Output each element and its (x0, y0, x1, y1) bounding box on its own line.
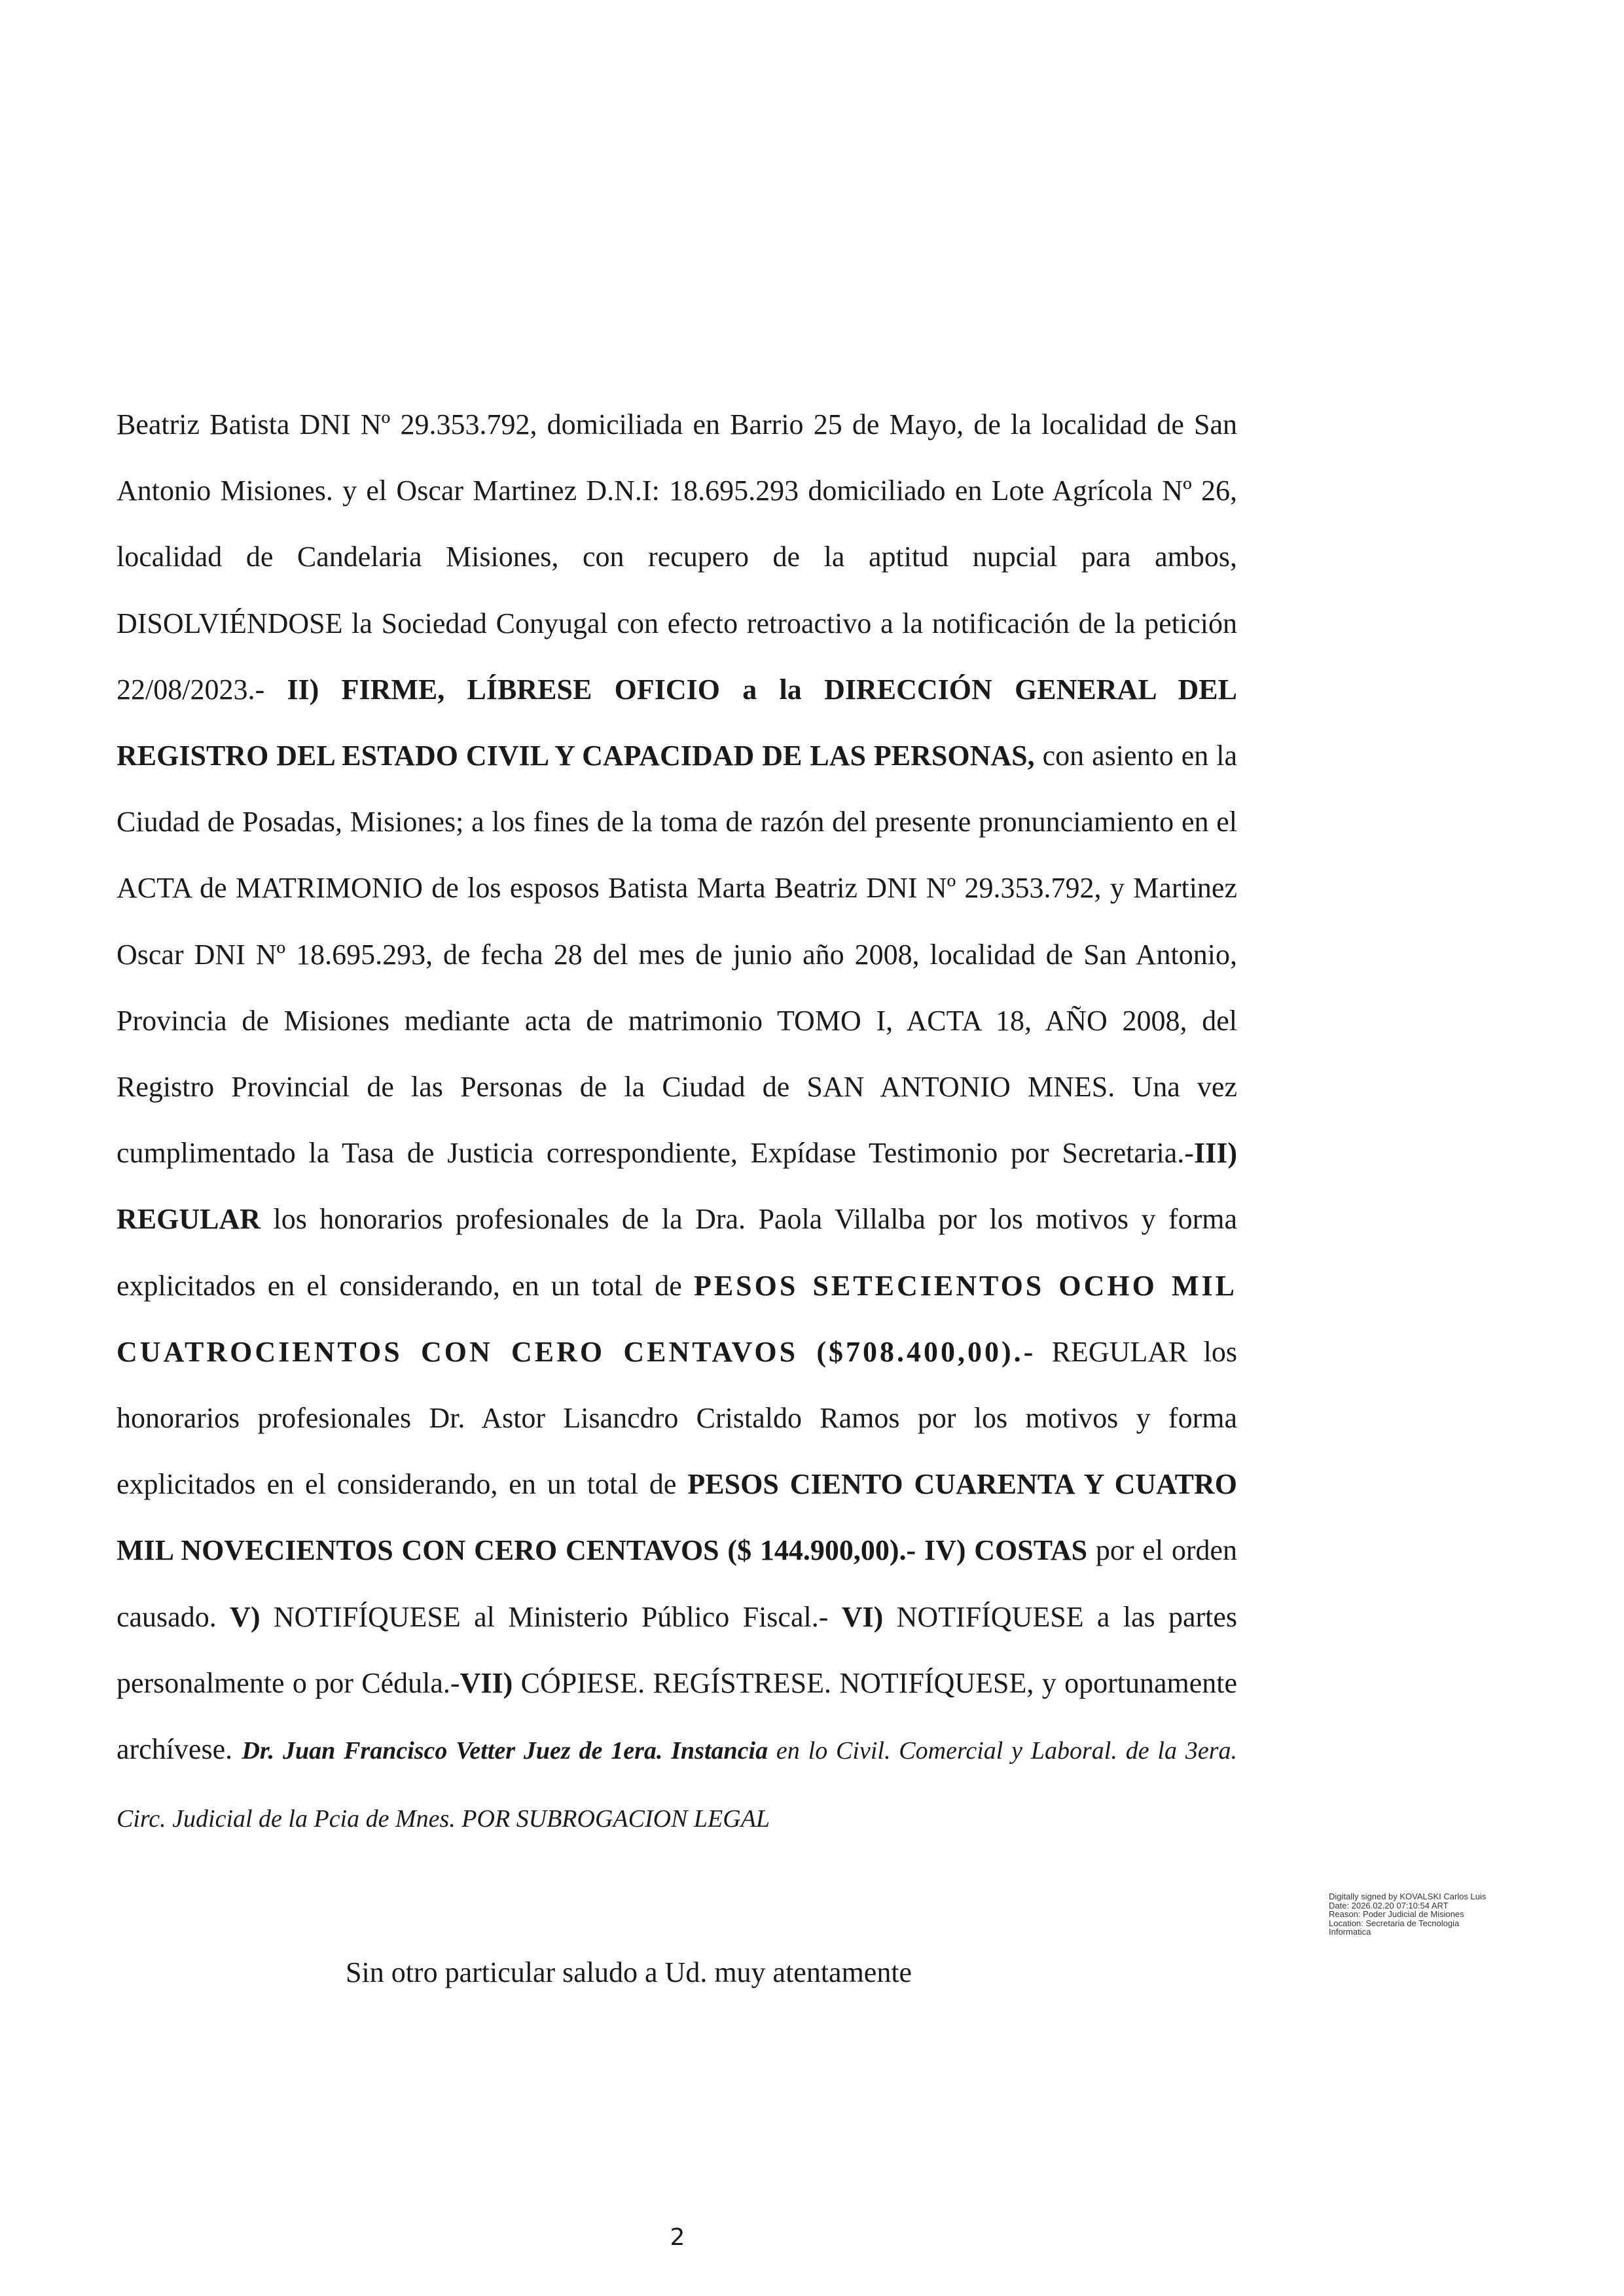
text-segment: con asiento en la Ciudad de Posadas, Misiones; a los fines de la toma de razón del presente pronunciamiento en el ACTA de MATRIMONIO de los esposos Batista Marta Beatriz DNI Nº 29.353.792, y Martinez Oscar DNI Nº 18.695.293, de fecha 28 del mes de junio año 2008, localidad de San Antonio, Provincia de Misiones mediante acta de matrimonio TOMO I, ACTA 18, AÑO 2008, del Registro Provincial de las Personas de la Ciudad de SAN ANTONIO MNES. Una vez cumplimentado la Tasa de Justicia correspondiente, Expídase Testimonio por Secretaria.- (117, 740, 1237, 1170)
bold-segment: PESOS CIENTO CUARENTA Y CUATRO MIL NOVECIENTOS CON CERO CENTAVOS ($ 144.900,00).- IV) COSTAS (117, 1468, 1237, 1567)
text-segment: NOTIFÍQUESE al Ministerio Público Fiscal.- (260, 1600, 842, 1633)
bold-segment: III) REGULAR (117, 1137, 1237, 1236)
signature-line: Date: 2026.02.20 07:10:54 ART (1329, 1900, 1449, 1910)
text-segment: CÓPIESE. REGÍSTRESE. NOTIFÍQUESE, y oportunamente archívese. (117, 1666, 1237, 1766)
text-segment: por el orden causado. (117, 1534, 1238, 1633)
text-segment: Beatriz Batista DNI Nº 29.353.792, domiciliada en Barrio 25 de Mayo, de la localidad de San Antonio Misiones. y el Oscar Martinez D.N.I: 18.695.293 domiciliado en Lote Agrícola Nº 26, localidad de Candelaria Misiones, con recupero de la aptitud nupcial para ambos, DISOLVIÉNDOSE la Sociedad Conyugal con efecto retroactivo a la notificación de la petición 22/08/2023.- (117, 408, 1237, 706)
closing-line: Sin otro particular saludo a Ud. muy atentamente (346, 1956, 912, 1988)
bold-segment: VI) (841, 1600, 884, 1633)
signer-name: Dr. Juan Francisco Vetter Juez de 1era. Instancia (242, 1737, 768, 1765)
resolution-paragraph (117, 391, 1237, 1852)
bold-segment: PESOS SETECIENTOS OCHO MIL CUATROCIENTOS CON CERO CENTAVOS ($708.400,00).- (117, 1269, 1238, 1368)
text-segment: NOTIFÍQUESE a las partes personalmente o por Cédula.- (117, 1600, 1238, 1699)
bold-segment: V) (230, 1600, 261, 1633)
digital-signature-stamp (1329, 1892, 1545, 1937)
bold-segment: II) FIRME, LÍBRESE OFICIO a la DIRECCIÓN GENERAL DEL REGISTRO DEL ESTADO CIVIL Y CAPACIDAD DE LAS PERSONAS, (117, 673, 1237, 772)
resolution-body (117, 391, 1237, 1852)
text-segment: REGULAR los honorarios profesionales Dr. Astor Lisancdro Cristaldo Ramos por los motivos y forma explicitados en el considerando, en un total de (117, 1335, 1237, 1501)
signer-block (117, 1737, 1237, 1833)
text-segment: los honorarios profesionales de la Dra. Paola Villalba por los motivos y forma explicitados en el considerando, en un total de (117, 1203, 1237, 1302)
signature-line: Digitally signed by KOVALSKI Carlos Luis (1329, 1892, 1487, 1901)
bold-segment: VII) (460, 1666, 513, 1699)
signer-court: en lo Civil. Comercial y Laboral. de la 3era. Circ. Judicial de la Pcia de Mnes. POR SUBROGACION LEGAL (117, 1737, 1237, 1833)
signature-line: Location: Secretaria de Tecnologia (1329, 1918, 1460, 1928)
signature-line: Informatica (1329, 1927, 1371, 1937)
signature-line: Reason: Poder Judicial de Misiones (1329, 1909, 1464, 1919)
page-number: 2 (670, 2224, 685, 2251)
